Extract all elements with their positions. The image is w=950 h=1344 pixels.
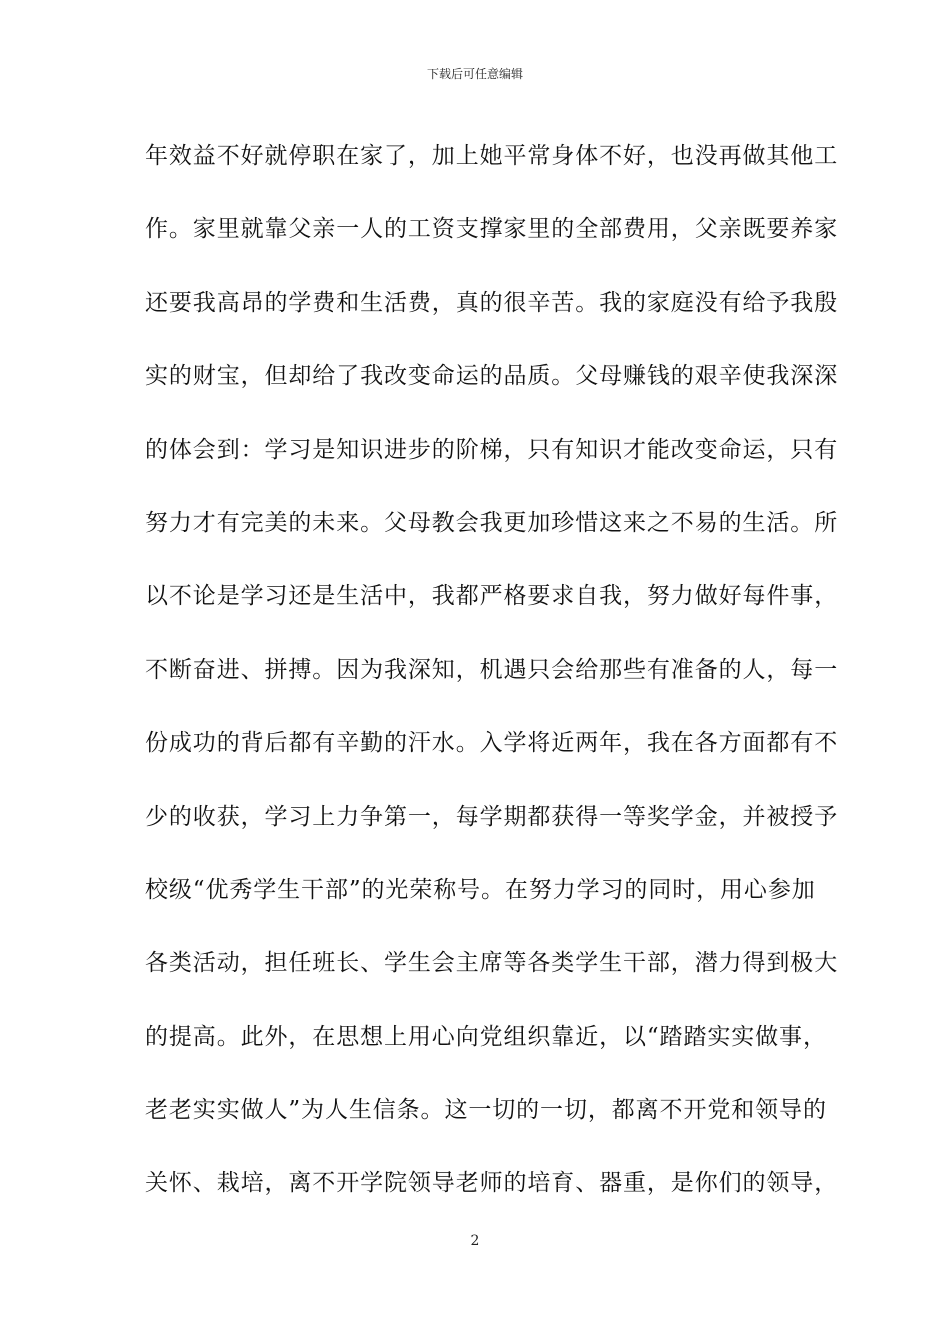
body-line: 份成功的背后都有辛勤的汗水。入学将近两年，我在各方面都有不 (145, 730, 839, 757)
body-line: 各类活动，担任班长、学生会主席等各类学生干部，潜力得到极大 (145, 950, 839, 977)
page-header: 下载后可任意编辑 (426, 67, 523, 81)
body-line: 年效益不好就停职在家了，加上她平常身体不好，也没再做其他工 (145, 143, 839, 169)
body-line: 少的收获，学习上力争第一，每学期都获得一等奖学金，并被授予 (145, 803, 839, 830)
body-line: 老老实实做人”为人生信条。这一切的一切，都离不开党和领导的 (145, 1097, 827, 1124)
body-line: 校级“优秀学生干部”的光荣称号。在努力学习的同时，用心参加 (145, 876, 816, 903)
body-line: 还要我高昂的学费和生活费，真的很辛苦。我的家庭没有给予我殷 (145, 289, 839, 316)
body-line: 关怀、栽培，离不开学院领导老师的培育、器重，是你们的领导， (145, 1170, 839, 1197)
body-line: 的提高。此外，在思想上用心向党组织靠近，以“踏踏实实做事， (145, 1023, 827, 1050)
body-text (145, 126, 839, 1227)
body-line: 以不论是学习还是生活中，我都严格要求自我，努力做好每件事， (145, 583, 839, 610)
body-line: 不断奋进、拼搏。因为我深知，机遇只会给那些有准备的人，每一 (145, 656, 839, 683)
body-line: 的体会到：学习是知识进步的阶梯，只有知识才能改变命运，只有 (145, 436, 839, 463)
body-line: 作。家里就靠父亲一人的工资支撑家里的全部费用，父亲既要养家 (145, 216, 839, 243)
body-line: 努力才有完美的未来。父母教会我更加珍惜这来之不易的生活。所 (145, 509, 839, 536)
page-number: 2 (470, 1233, 480, 1249)
body-line: 实的财宝，但却给了我改变命运的品质。父母赚钱的艰辛使我深深 (145, 363, 839, 390)
